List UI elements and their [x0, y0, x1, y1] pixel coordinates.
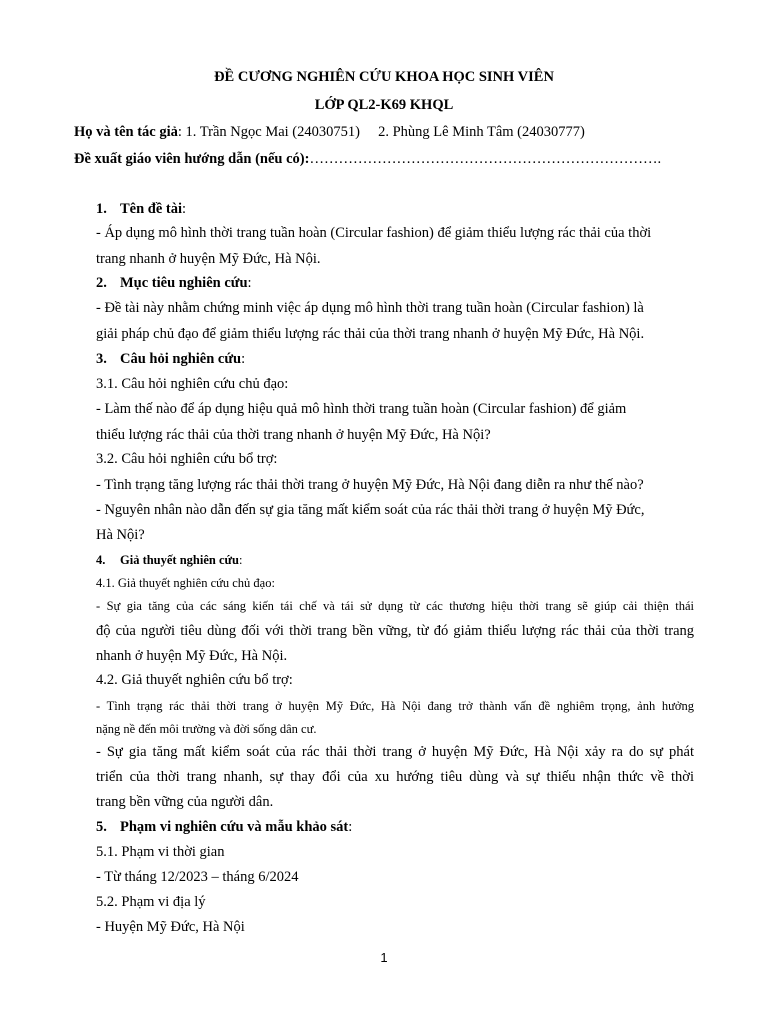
author-line [74, 123, 694, 141]
section-2-line: - Đề tài này nhằm chứng minh việc áp dụng mô hình thời trang tuần hoàn (Circular fashion) là [96, 300, 644, 316]
section-4-line: nhanh ở huyện Mỹ Đức, Hà Nội. [96, 648, 288, 664]
section-1-colon: : [182, 201, 187, 217]
section-5-line: - Huyện Mỹ Đức, Hà Nội [96, 919, 245, 935]
section-5-colon: : [348, 819, 353, 835]
section-4-line: - Sự gia tăng của các sáng kiến tái chế và tái sử dụng từ các thương hiệu thời trang sẽ giúp cải thiện thái [96, 599, 694, 613]
section-2-title: Mục tiêu nghiên cứu [120, 275, 248, 291]
section-3-heading [96, 350, 694, 368]
section-4-line: nặng nề đến môi trường và đời sống dân cư. [96, 722, 317, 736]
section-3-number: 3. [96, 351, 107, 367]
author-label: Họ và tên tác giả [74, 124, 178, 140]
section-4-line: 4.2. Giả thuyết nghiên cứu bổ trợ: [96, 672, 293, 688]
section-2-colon: : [247, 275, 252, 291]
section-3-line: - Nguyên nhân nào dẫn đến sự gia tăng mất kiểm soát của rác thải thời trang ở huyện Mỹ Đức, [96, 502, 645, 518]
section-3-line: thiểu lượng rác thải của thời trang nhanh ở huyện Mỹ Đức, Hà Nội? [96, 427, 491, 443]
section-2-heading [96, 274, 694, 292]
section-1-title: Tên đề tài [120, 201, 183, 217]
section-3-line: - Tình trạng tăng lượng rác thải thời trang ở huyện Mỹ Đức, Hà Nội đang diễn ra như thế nào? [96, 477, 644, 493]
section-1-line: trang nhanh ở huyện Mỹ Đức, Hà Nội. [96, 251, 321, 267]
section-4-line: 4.1. Giả thuyết nghiên cứu chủ đạo: [96, 576, 275, 590]
advisor-line [74, 150, 694, 168]
section-1-number: 1. [96, 201, 107, 217]
section-3-line: 3.1. Câu hỏi nghiên cứu chủ đạo: [96, 376, 289, 392]
author-names: : 1. Trần Ngọc Mai (24030751) 2. Phùng Lê Minh Tâm (24030777) [177, 124, 585, 140]
section-4-line: độ của người tiêu dùng đối với thời trang bền vững, từ đó giảm thiểu lượng rác thải của thời trang [96, 623, 694, 639]
section-3-colon: : [241, 351, 246, 367]
page-number: 1 [380, 950, 388, 965]
section-5-line: 5.1. Phạm vi thời gian [96, 844, 225, 860]
section-2-number: 2. [96, 275, 107, 291]
section-1-line: - Áp dụng mô hình thời trang tuần hoàn (Circular fashion) để giảm thiểu lượng rác thải của thời [96, 225, 652, 241]
section-5-heading [96, 818, 694, 836]
advisor-label: Đề xuất giáo viên hướng dẫn (nếu có): [74, 151, 310, 167]
advisor-value: ………………………………………………………………. [309, 151, 662, 167]
section-4-line: - Sự gia tăng mất kiểm soát của rác thải thời trang ở huyện Mỹ Đức, Hà Nội xảy ra do sự phát [96, 744, 694, 760]
section-4-number: 4. [96, 553, 106, 567]
section-4-line: - Tình trạng rác thải thời trang ở huyện Mỹ Đức, Hà Nội đang trở thành vấn đề nghiêm trọng, ảnh hưởng [96, 699, 694, 713]
section-3-line: - Làm thế nào để áp dụng hiệu quả mô hình thời trang tuần hoàn (Circular fashion) để giảm [96, 401, 627, 417]
section-5-line: 5.2. Phạm vi địa lý [96, 894, 206, 910]
section-5-title: Phạm vi nghiên cứu và mẫu khảo sát [120, 819, 349, 835]
section-3-line: Hà Nội? [96, 527, 145, 543]
section-5-number: 5. [96, 819, 107, 835]
document-title: ĐỀ CƯƠNG NGHIÊN CỨU KHOA HỌC SINH VIÊN [214, 69, 554, 85]
section-3-line: 3.2. Câu hỏi nghiên cứu bổ trợ: [96, 451, 278, 467]
section-4-line: triển của thời trang nhanh, sự thay đổi của xu hướng tiêu dùng và sự thiếu nhận thức về thời [96, 769, 694, 785]
section-4-title: Giả thuyết nghiên cứu [120, 553, 239, 567]
class-line: LỚP QL2-K69 KHQL [314, 97, 454, 113]
section-4-heading [96, 551, 694, 569]
section-3-title: Câu hỏi nghiên cứu [120, 351, 242, 367]
section-4-line: trang bền vững của người dân. [96, 794, 274, 810]
section-2-line: giải pháp chủ đạo để giảm thiểu lượng rác thải của thời trang nhanh ở huyện Mỹ Đức, Hà Nội. [96, 326, 645, 342]
section-5-line: - Từ tháng 12/2023 – tháng 6/2024 [96, 869, 299, 885]
section-4-colon: : [238, 553, 243, 567]
section-1-heading [96, 200, 694, 218]
